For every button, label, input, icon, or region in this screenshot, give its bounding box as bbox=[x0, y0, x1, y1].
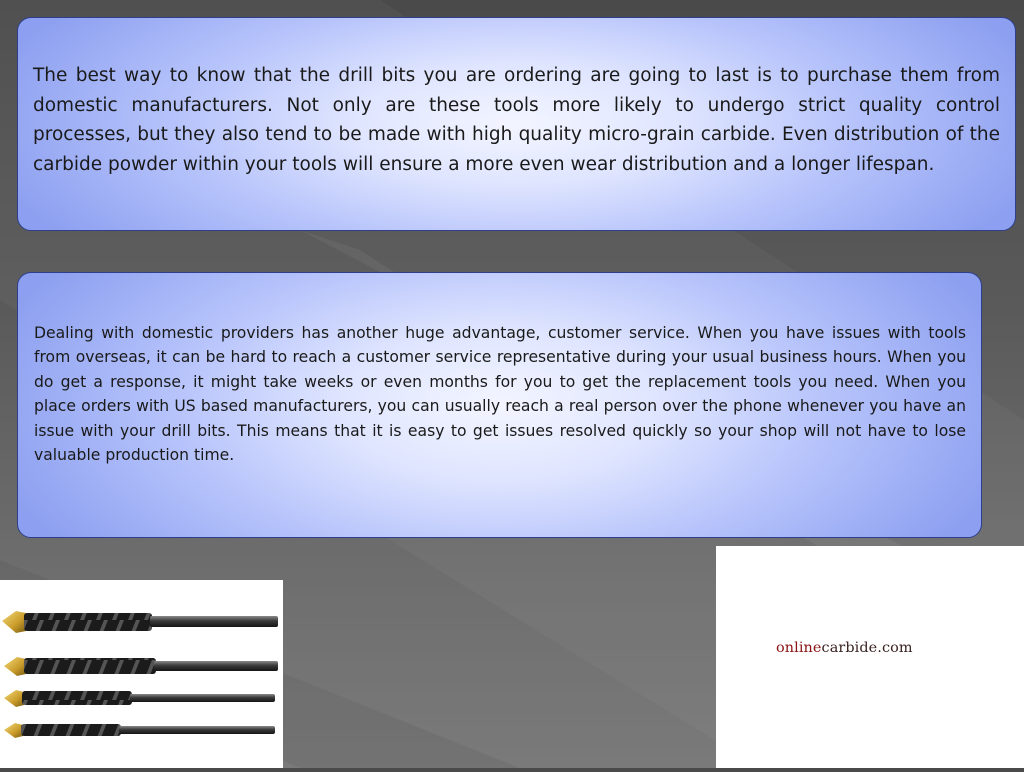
drill-bit bbox=[2, 611, 278, 633]
drill-bits-icon bbox=[0, 580, 283, 768]
brand-logo bbox=[776, 640, 913, 656]
paragraph-quality: The best way to know that the drill bits you are ordering are going to last is to purchase them from domestic manufacturers. Not only are these tools more likely to undergo strict quality control processes, but they also tend to be made with high quality micro-grain carbide. Even distribution of the carbide powder within your tools will ensure a more even wear distribution and a longer lifespan. bbox=[33, 65, 1000, 175]
info-panel-quality bbox=[17, 17, 1016, 231]
drill-bit bbox=[4, 690, 275, 707]
logo-part-online: online bbox=[776, 640, 822, 656]
paragraph-customer-service: Dealing with domestic providers has another huge advantage, customer service. When you have issues with tools from overseas, it can be hard to reach a customer service representative during your usual business hours. When you do get a response, it might take weeks or even months for you to get the replacement tools you need. When you place orders with US based manufacturers, you can usually reach a real person over the phone whenever you have an issue with your drill bits. This means that it is easy to get issues resolved quickly so your shop will not have to lose valuable production time. bbox=[34, 324, 966, 465]
info-panel-customer-service bbox=[17, 272, 982, 538]
drill-bit bbox=[4, 657, 278, 676]
logo-box bbox=[716, 546, 1024, 768]
drill-bits-photo bbox=[0, 580, 283, 768]
logo-part-domain: carbide.com bbox=[821, 640, 913, 656]
drill-bit bbox=[4, 723, 275, 738]
